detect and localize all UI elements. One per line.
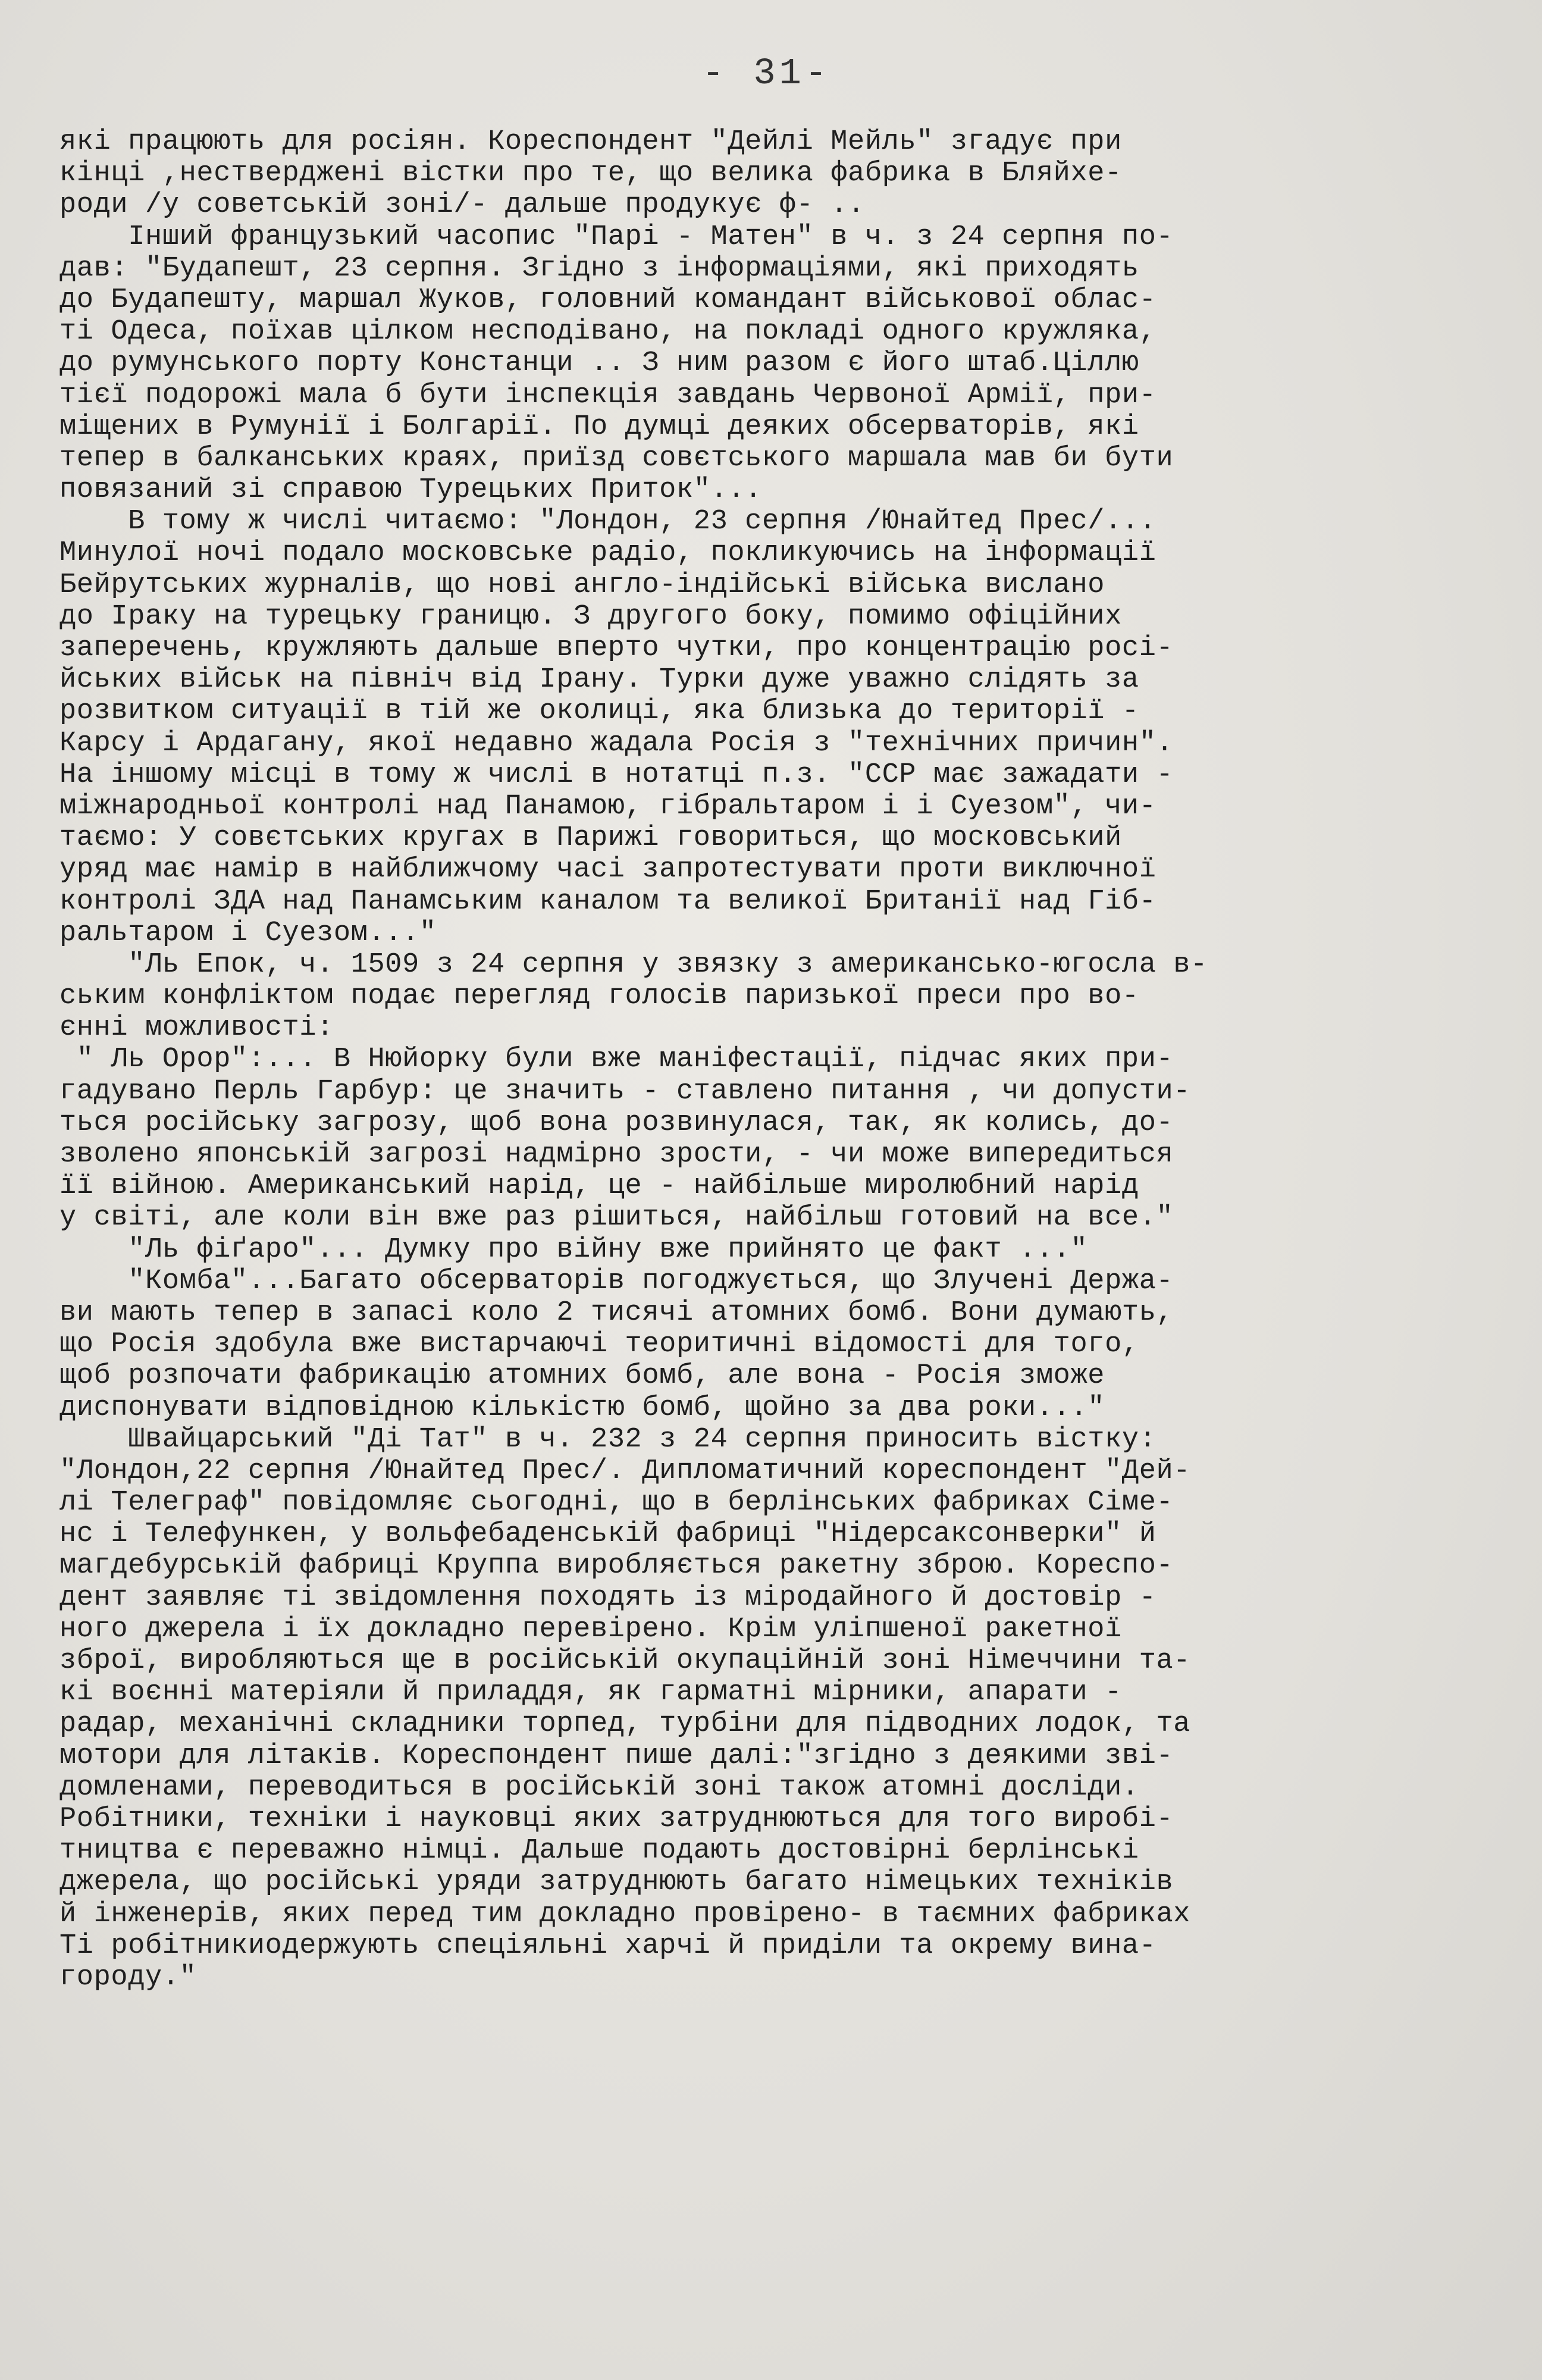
text-line: " Ль Орор":... В Нюйорку були вже маніфестації, підчас яких при- xyxy=(59,1044,1174,1076)
text-line: городу." xyxy=(59,1961,197,1993)
text-line: у світі, але коли він вже раз рішиться, найбільш готовий на все." xyxy=(59,1202,1174,1234)
text-line: зволено японській загрозі надмірно зрости, - чи може випередиться xyxy=(59,1139,1174,1170)
text-line: Минулої ночі подало московське радіо, покликуючись на інформації xyxy=(59,537,1156,569)
text-line: "Лондон,22 серпня /Юнайтед Прес/. Дипломатичний кореспондент "Дей- xyxy=(59,1455,1191,1487)
text-line: магдебурській фабриці Круппа виробляється ракетну зброю. Кореспо- xyxy=(59,1550,1174,1582)
text-line: Робітники, техніки і науковці яких затруднюються для того виробі- xyxy=(59,1803,1174,1835)
text-line: дав: "Будапешт, 23 серпня. Згідно з інформаціями, які приходять xyxy=(59,252,1139,284)
text-line: повязаний зі справою Турецьких Приток"... xyxy=(59,474,762,506)
text-line: гадувано Перль Гарбур: це значить - ставлено питання , чи допусти- xyxy=(59,1075,1191,1107)
text-line: радар, механічні складники торпед, турбіни для підводних лодок, та xyxy=(59,1708,1191,1740)
text-line: дент заявляє ті звідомлення походять із міродайного й достовір - xyxy=(59,1582,1156,1614)
text-line: кі воєнні матеріяли й приладдя, як гарматні мірники, апарати - xyxy=(59,1677,1122,1709)
text-line: таємо: У совєтських кругах в Парижі говориться, що московський xyxy=(59,822,1122,854)
text-line: ральтаром і Суезом..." xyxy=(59,917,437,949)
text-line: її війною. Американський нарід, це - найбільше миролюбний нарід xyxy=(59,1170,1139,1202)
text-line: міщених в Румунії і Болгарії. По думці деяких обсерваторів, які xyxy=(59,411,1139,443)
text-line: Ті робітникиодержують спеціяльні харчі й приділи та окрему вина- xyxy=(59,1930,1156,1962)
text-line: роди /у советській зоні/- дальше продукує ф- .. xyxy=(59,189,865,221)
text-line: до румунського порту Констанци .. З ним разом є його штаб.Ціллю xyxy=(59,347,1139,380)
text-line: Інший французький часопис "Парі - Матен" в ч. з 24 серпня по- xyxy=(59,221,1174,253)
text-line: лі Телеграф" повідомляє сьогодні, що в берлінських фабриках Сіме- xyxy=(59,1487,1174,1519)
text-line: мотори для літаків. Кореспондент пише далі:"згідно з деякими зві- xyxy=(59,1740,1174,1772)
text-line: які працюють для росіян. Кореспондент "Дейлі Мейль" згадує при xyxy=(59,126,1122,158)
text-line: ським конфліктом подає перегляд голосів паризької преси про во- xyxy=(59,981,1139,1013)
text-line: розвитком ситуації в тій же околиці, яка близька до території - xyxy=(59,696,1139,728)
text-line: нс і Телефункен, у вольфебаденській фабриці "Нідерсаксонверки" й xyxy=(59,1518,1156,1551)
text-line: Бейрутських журналів, що нові англо-індійські війська вислано xyxy=(59,569,1105,601)
text-line: диспонувати відповідною кількістю бомб, щойно за два роки..." xyxy=(59,1392,1105,1424)
page-number: - 31- xyxy=(702,52,831,95)
text-line: тепер в балканських краях, приїзд совєтського маршала мав би бути xyxy=(59,442,1174,474)
text-line: уряд має намір в найближчому часі запротестувати проти виключної xyxy=(59,854,1156,886)
text-line: "Ль фіґаро"... Думку про війну вже прийнято це факт ..." xyxy=(59,1233,1088,1266)
text-line: ви мають тепер в запасі коло 2 тисячі атомних бомб. Вони думають, xyxy=(59,1297,1174,1329)
text-line: джерела, що російські уряди затруднюють багато німецьких техніків xyxy=(59,1867,1174,1899)
text-line: зброї, виробляються ще в російській окупаційній зоні Німеччини та- xyxy=(59,1645,1191,1677)
text-line: В тому ж числі читаємо: "Лондон, 23 серпня /Юнайтед Прес/... xyxy=(59,506,1156,538)
text-line: до Будапешту, маршал Жуков, головний командант військової облас- xyxy=(59,284,1156,316)
text-line: На іншому місці в тому ж числі в нотатці п.з. "ССР має зажадати - xyxy=(59,759,1174,791)
text-line: й інженерів, яких перед тим докладно провірено- в таємних фабриках xyxy=(59,1898,1191,1930)
text-line: ться російську загрозу, щоб вона розвинулася, так, як колись, до- xyxy=(59,1107,1174,1139)
text-line: кінці ,нестверджені вістки про те, що велика фабрика в Бляйхе- xyxy=(59,158,1122,190)
text-line: єнні можливості: xyxy=(59,1012,334,1044)
text-line: Швайцарський "Ді Тат" в ч. 232 з 24 серпня приносить вістку: xyxy=(59,1423,1156,1455)
text-line: тієї подорожі мала б бути інспекція завдань Червоної Армії, при- xyxy=(59,379,1156,411)
body-text xyxy=(59,126,1493,1993)
text-line: домленами, переводиться в російській зоні також атомні досліди. xyxy=(59,1771,1139,1803)
text-line: щоб розпочати фабрикацію атомних бомб, але вона - Росія зможе xyxy=(59,1360,1105,1392)
text-line: міжнародньої контролі над Панамою, гібральтаром і і Суезом", чи- xyxy=(59,790,1156,822)
text-line: "Ль Епок, ч. 1509 з 24 серпня у звязку з американсько-югосла в- xyxy=(59,948,1208,981)
text-line: ного джерела і їх докладно перевірено. Крім уліпшеної ракетної xyxy=(59,1613,1122,1645)
text-line: заперечень, кружляють дальше вперто чутки, про концентрацію росі- xyxy=(59,632,1174,664)
text-line: тництва є переважно німці. Дальше подають достовірні берлінські xyxy=(59,1835,1139,1867)
text-line: Карсу і Ардагану, якої недавно жадала Росія з "технічних причин". xyxy=(59,727,1174,759)
text-line: ті Одеса, поїхав цілком несподівано, на покладі одного кружляка, xyxy=(59,316,1156,348)
text-line: що Росія здобула вже вистарчаючі теоритичні відомості для того, xyxy=(59,1329,1139,1361)
text-line: до Іраку на турецьку границю. З другого боку, помимо офіційних xyxy=(59,600,1122,632)
text-line: контролі ЗДА над Панамським каналом та великої Британії над Гіб- xyxy=(59,885,1156,917)
text-line: йських військ на північ від Ірану. Турки дуже уважно слідять за xyxy=(59,664,1139,696)
text-line: "Комба"...Багато обсерваторів погоджується, що Злучені Держа- xyxy=(59,1265,1174,1297)
